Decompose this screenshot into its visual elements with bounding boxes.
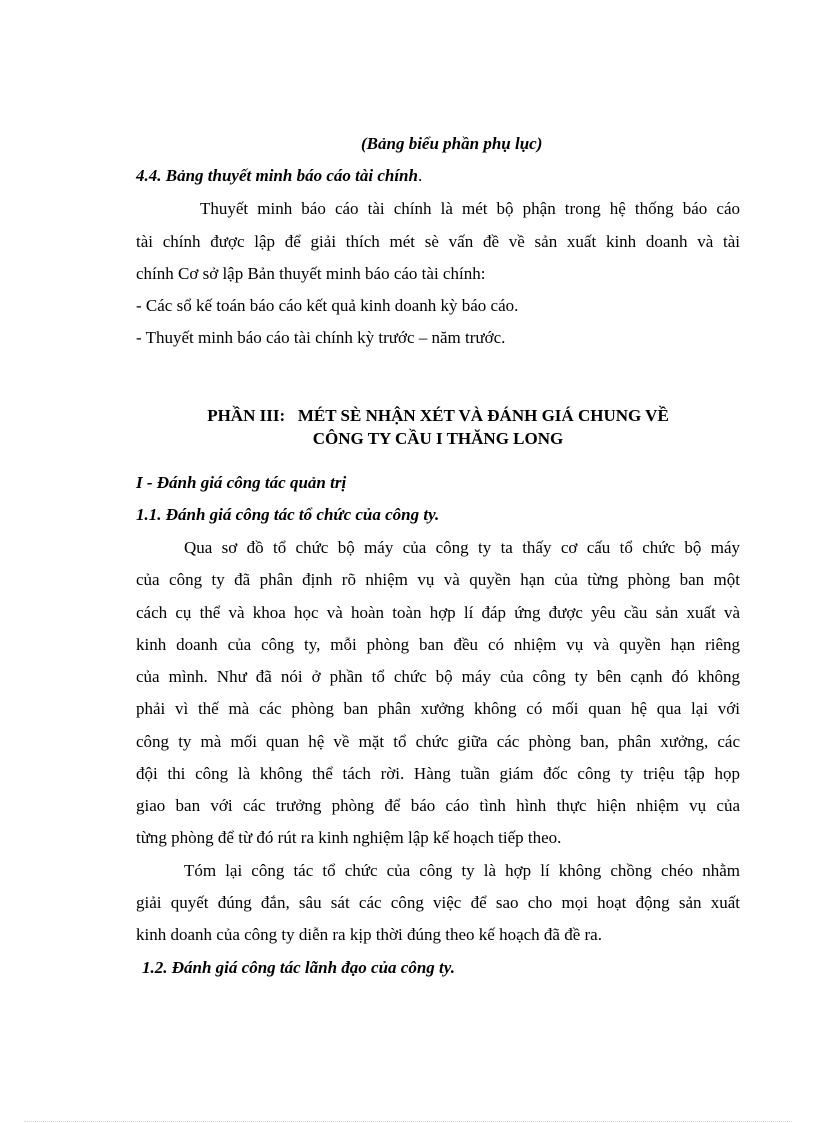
paragraph-line: phải vì thế mà các phòng ban phân xưởng không có mối quan hệ qua lại với: [136, 699, 740, 718]
paragraph-line: của mình. Như đã nói ở phần tổ chức bộ máy của công ty bên cạnh đó không: [136, 667, 740, 686]
paragraph-line: đội thi công là không thể tách rời. Hàng tuần giám đốc công ty triệu tập họp: [136, 764, 740, 783]
paragraph-line: kinh doanh của công ty, mỗi phòng ban đều có nhiệm vụ và quyền hạn riêng: [136, 635, 740, 654]
paragraph-line: cách cụ thể và khoa học và hoàn toàn hợp lí đáp ứng được yêu cầu sản xuất và: [136, 603, 740, 622]
paragraph-line: Tóm lại công tác tổ chức của công ty là hợp lí không chồng chéo nhằm: [184, 861, 740, 880]
paragraph-line: công ty mà mối quan hệ về mặt tổ chức giữa các phòng ban, phân xưởng, các: [136, 732, 740, 751]
section-4-4-heading: [136, 165, 422, 187]
section-I-heading: I - Đánh giá công tác quản trị: [136, 473, 347, 492]
paragraph-line: từng phòng để từ đó rút ra kinh nghiệm lập kế hoạch tiếp theo.: [136, 828, 562, 847]
paragraph-line: Thuyết minh báo cáo tài chính là mét bộ phận trong hệ thống báo cáo: [200, 199, 740, 218]
section-1-2-heading: 1.2. Đánh giá công tác lãnh đạo của công ty.: [142, 958, 455, 977]
paragraph-line: kinh doanh của công ty diễn ra kịp thời đúng theo kế hoạch đã đề ra.: [136, 925, 602, 944]
list-item: - Thuyết minh báo cáo tài chính kỳ trước – năm trước.: [136, 328, 506, 347]
paragraph-line: tài chính được lập để giải thích mét sè vấn đề về sản xuất kinh doanh và tài: [136, 232, 740, 251]
paragraph-line: Qua sơ đồ tổ chức bộ máy của công ty ta thấy cơ cấu tổ chức bộ máy: [184, 538, 740, 557]
list-item: - Các sổ kế toán báo cáo kết quả kinh doanh kỳ báo cáo.: [136, 296, 519, 315]
section-4-4-heading-period: .: [417, 166, 423, 185]
section-4-4-heading-text: 4.4. Bảng thuyết minh báo cáo tài chính: [136, 166, 418, 185]
section-1-1-heading: 1.1. Đánh giá công tác tổ chức của công ty.: [136, 505, 440, 524]
page-bottom-rule: [24, 1121, 792, 1122]
part-title-line1: PHẦN III: MÉT SÈ NHẬN XÉT VÀ ĐÁNH GIÁ CHUNG VỀ: [207, 406, 669, 425]
part-title-line2: CÔNG TY CẦU I THĂNG LONG: [312, 429, 564, 448]
paragraph-line: chính Cơ sở lập Bản thuyết minh báo cáo tài chính:: [136, 264, 486, 283]
paragraph-line: giao ban với các trưởng phòng để báo cáo tình hình thực hiện nhiệm vụ của: [136, 796, 740, 815]
paragraph-line: giải quyết đúng đắn, sâu sát các công việc để sao cho mọi hoạt động sản xuất: [136, 893, 740, 912]
paragraph-line: của công ty đã phân định rõ nhiệm vụ và quyền hạn của từng phòng ban một: [136, 570, 740, 589]
appendix-note: (Bảng biểu phần phụ lục): [361, 134, 543, 153]
